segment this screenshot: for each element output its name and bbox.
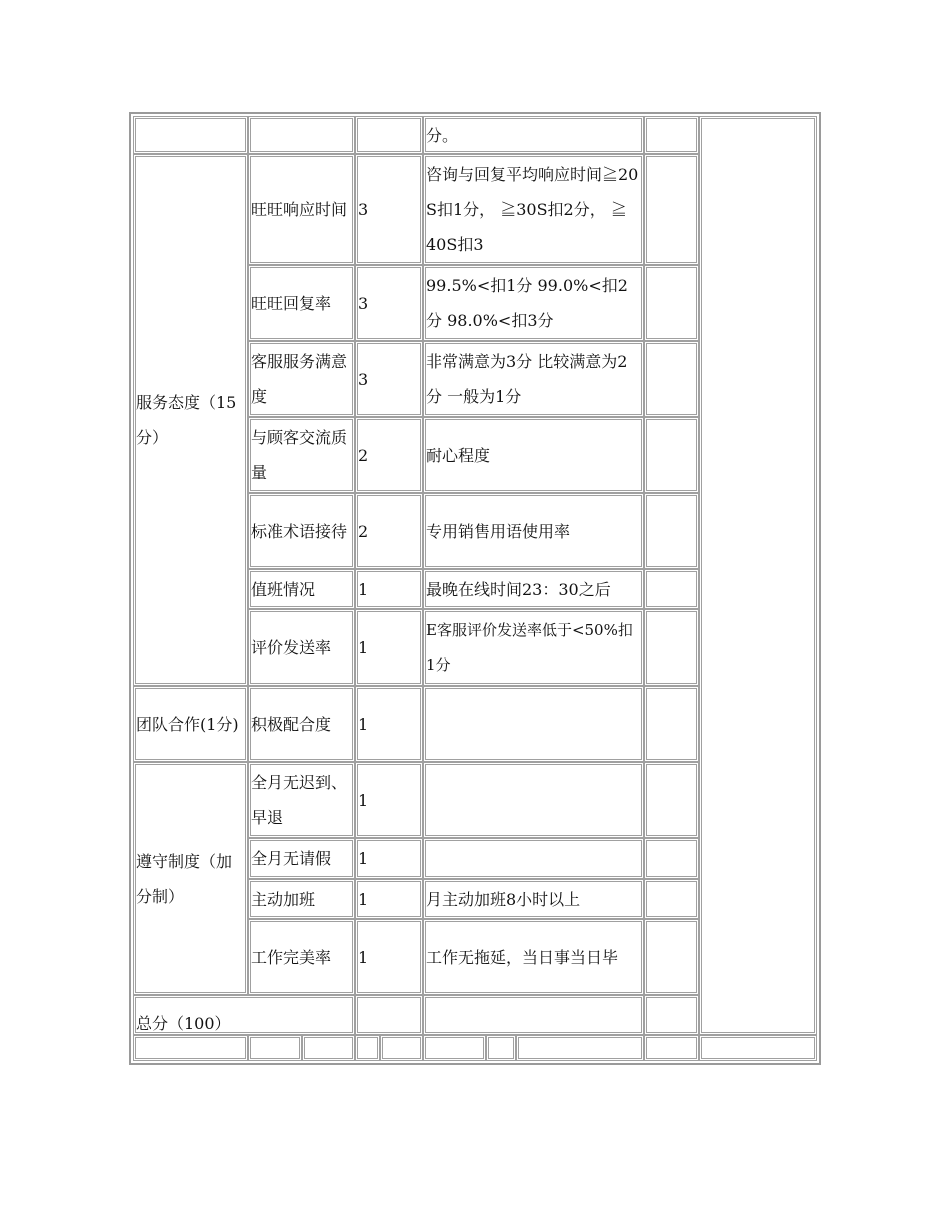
category-service: 服务态度（15分） <box>133 154 248 686</box>
item-name: 主动加班 <box>248 879 355 919</box>
item-detail: 99.5%<扣1分 99.0%<扣2分 98.0%<扣3分 <box>423 265 644 341</box>
item-result <box>644 341 699 417</box>
item-score: 1 <box>355 686 423 762</box>
item-score: 3 <box>355 265 423 341</box>
item-result <box>644 838 699 879</box>
item-detail: 月主动加班8小时以上 <box>423 879 644 919</box>
footer-cell <box>644 1035 699 1061</box>
footer-cell <box>380 1035 423 1061</box>
item-detail: 最晚在线时间23：30之后 <box>423 569 644 609</box>
item-name: 与顾客交流质量 <box>248 417 355 493</box>
item-result <box>644 154 699 265</box>
item-score: 2 <box>355 493 423 569</box>
footer-cell <box>699 1035 817 1061</box>
footer-cell <box>516 1035 644 1061</box>
item-detail: E客服评价发送率低于<50%扣1分 <box>423 609 644 686</box>
footer-cell <box>423 1035 486 1061</box>
footer-cell <box>486 1035 516 1061</box>
footer-cell <box>133 1035 248 1061</box>
item-name: 全月无请假 <box>248 838 355 879</box>
item-detail <box>423 686 644 762</box>
item-result <box>644 762 699 838</box>
item-result <box>644 493 699 569</box>
item-detail <box>423 762 644 838</box>
item-name: 值班情况 <box>248 569 355 609</box>
category-rules: 遵守制度（加分制） <box>133 762 248 995</box>
item-name: 标准术语接待 <box>248 493 355 569</box>
item-score: 3 <box>355 154 423 265</box>
item-result <box>644 417 699 493</box>
item-detail: 非常满意为3分 比较满意为2分 一般为1分 <box>423 341 644 417</box>
total-cell <box>355 995 423 1035</box>
item-name: 积极配合度 <box>248 686 355 762</box>
footer-cell <box>248 1035 302 1061</box>
item-score: 2 <box>355 417 423 493</box>
item-score: 1 <box>355 609 423 686</box>
item-name: 评价发送率 <box>248 609 355 686</box>
cell-empty <box>248 116 355 154</box>
cell-empty <box>699 116 817 1035</box>
item-score: 1 <box>355 838 423 879</box>
item-result <box>644 686 699 762</box>
item-result <box>644 609 699 686</box>
item-name: 工作完美率 <box>248 919 355 995</box>
item-name: 客服服务满意度 <box>248 341 355 417</box>
total-cell <box>423 995 644 1035</box>
item-detail: 工作无拖延，当日事当日毕 <box>423 919 644 995</box>
item-result <box>644 879 699 919</box>
item-name: 旺旺回复率 <box>248 265 355 341</box>
detail-cell: 分。 <box>423 116 644 154</box>
cell-empty <box>355 116 423 154</box>
item-detail: 咨询与回复平均响应时间≧20S扣1分， ≧30S扣2分， ≧ 40S扣3 <box>423 154 644 265</box>
item-score: 1 <box>355 569 423 609</box>
cell-empty <box>644 116 699 154</box>
item-detail <box>423 838 644 879</box>
item-detail: 专用销售用语使用率 <box>423 493 644 569</box>
item-score: 1 <box>355 879 423 919</box>
total-label: 总分（100） <box>133 995 355 1035</box>
cell-empty <box>133 116 248 154</box>
item-name: 旺旺响应时间 <box>248 154 355 265</box>
category-team: 团队合作(1分) <box>133 686 248 762</box>
item-score: 3 <box>355 341 423 417</box>
total-cell <box>644 995 699 1035</box>
item-result <box>644 265 699 341</box>
item-score: 1 <box>355 762 423 838</box>
item-result <box>644 569 699 609</box>
footer-cell <box>355 1035 380 1061</box>
item-score: 1 <box>355 919 423 995</box>
footer-cell <box>302 1035 355 1061</box>
item-detail: 耐心程度 <box>423 417 644 493</box>
item-result <box>644 919 699 995</box>
item-name: 全月无迟到、早退 <box>248 762 355 838</box>
